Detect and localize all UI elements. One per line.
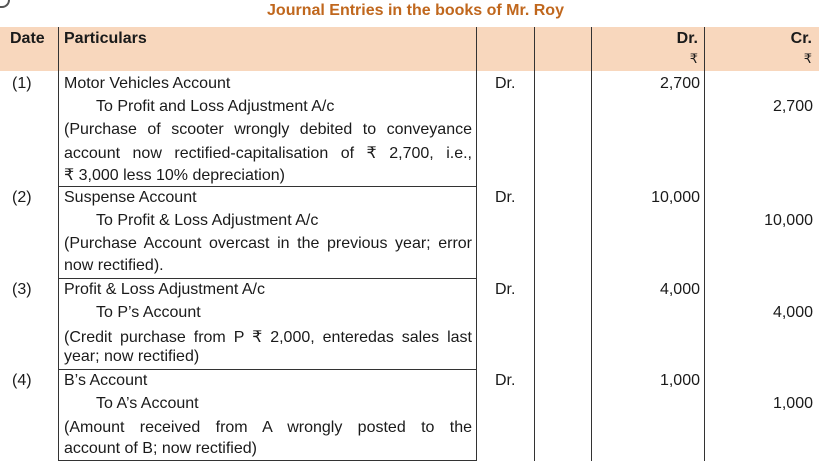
row-divider [58, 369, 476, 370]
debit-account: Profit & Loss Adjustment A/c [64, 281, 265, 298]
dr-amount: 2,700 [659, 75, 700, 92]
header-cr: Cr. [790, 30, 812, 47]
credit-account: To Profit and Loss Adjustment A/c [96, 98, 335, 115]
narration-line: year; now rectified) [64, 348, 200, 365]
entry-date: (1) [12, 75, 32, 92]
narration-line: account of B; now rectified) [64, 440, 257, 457]
narration-line: account now rectified-capitalisation of ₹ 2,700, i.e., [64, 145, 472, 162]
narration-line: ₹ 3,000 less 10% depreciation) [64, 167, 285, 184]
entry-date: (2) [12, 189, 32, 206]
credit-account: To A’s Account [96, 395, 199, 412]
column-divider [58, 27, 59, 461]
header-particulars: Particulars [64, 30, 147, 47]
credit-account: To P’s Account [96, 304, 201, 321]
dr-amount: 4,000 [659, 281, 700, 298]
dr-label: Dr. [495, 75, 516, 92]
page-title: Journal Entries in the books of Mr. Roy [267, 2, 564, 19]
narration-line: now rectified). [64, 257, 164, 274]
narration-line: (Credit purchase from P ₹ 2,000, enteredas sales last [64, 329, 472, 346]
dr-label: Dr. [495, 189, 516, 206]
cr-amount: 10,000 [764, 212, 813, 229]
cr-amount: 1,000 [772, 395, 813, 412]
debit-account: Motor Vehicles Account [64, 75, 231, 92]
header-dr-currency: ₹ [689, 51, 698, 66]
header-date: Date [10, 30, 45, 47]
dr-amount: 10,000 [651, 189, 700, 206]
credit-account: To Profit & Loss Adjustment A/c [96, 212, 319, 229]
header-dr: Dr. [676, 30, 698, 47]
narration-line: (Purchase of scooter wrongly debited to conveyance [64, 121, 472, 138]
debit-account: Suspense Account [64, 189, 197, 206]
narration-line: (Amount received from A wrongly posted to the [64, 419, 472, 436]
cr-amount: 2,700 [772, 98, 813, 115]
column-divider [534, 27, 535, 461]
row-divider [58, 278, 476, 279]
debit-account: B’s Account [64, 372, 148, 389]
narration-line: (Purchase Account overcast in the previous year; error [64, 235, 472, 252]
entry-date: (3) [12, 281, 32, 298]
cr-amount: 4,000 [772, 304, 813, 321]
entry-date: (4) [12, 372, 32, 389]
dr-label: Dr. [495, 281, 516, 298]
column-divider [476, 27, 477, 461]
dr-amount: 1,000 [659, 372, 700, 389]
row-divider [58, 186, 476, 187]
dr-label: Dr. [495, 372, 516, 389]
header-cr-currency: ₹ [803, 51, 812, 66]
